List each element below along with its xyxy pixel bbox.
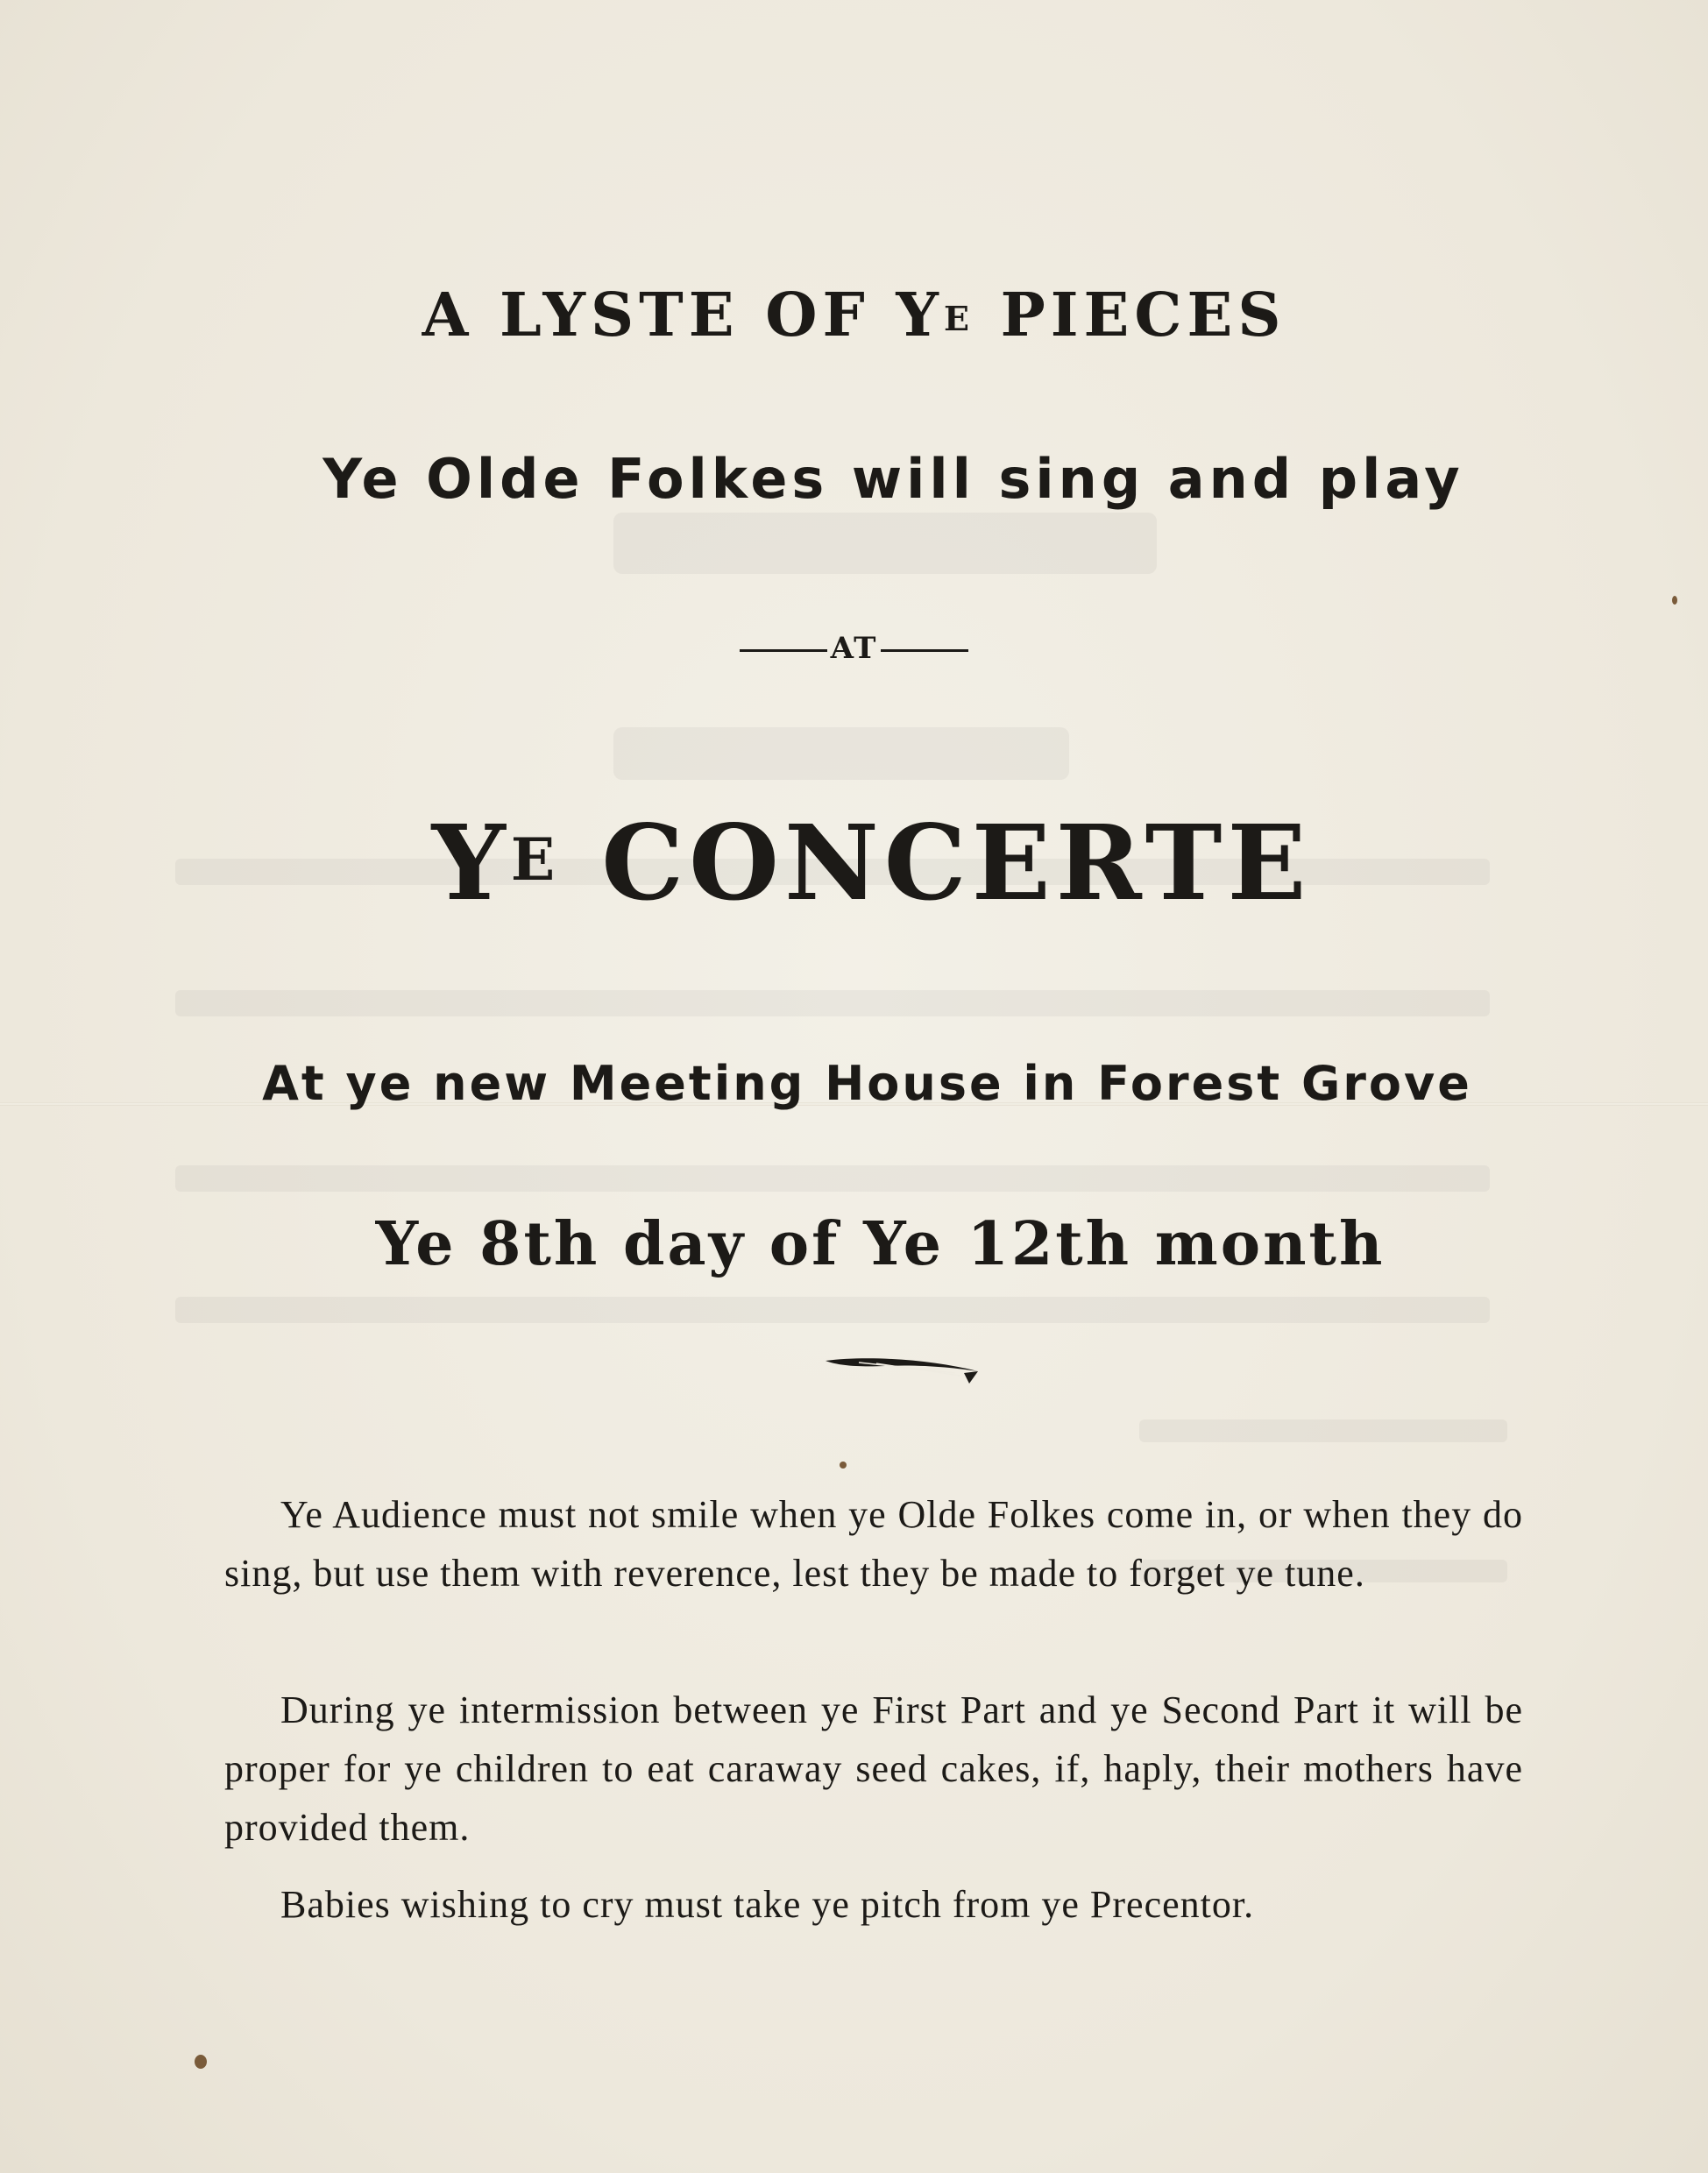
venue-line: At ye new Meeting House in Forest Grove <box>262 1056 1472 1111</box>
paper-speck <box>195 2055 207 2069</box>
title-superscript: E <box>943 299 974 338</box>
at-divider <box>0 631 1708 666</box>
paragraph-intermission: During ye intermission between ye First Part and ye Second Part it will be proper for ye children to eat caraway seed cakes, if, haply, their mothers have provided them. <box>224 1688 1523 1849</box>
concert-superscript: E <box>510 825 561 894</box>
page-title <box>0 280 1708 350</box>
at-label: AT <box>830 631 878 666</box>
paragraph-audience: Ye Audience must not smile when ye Olde Folkes come in, or when they do sing, but use them with reverence, lest they be made to forget ye tune. <box>224 1493 1523 1595</box>
subtitle: Ye Olde Folkes will sing and play <box>322 447 1464 511</box>
paper-speck <box>1672 596 1677 605</box>
date-line: Ye 8th day of Ye 12th month <box>375 1209 1386 1279</box>
right-rule <box>881 649 968 652</box>
quill-ornament-icon <box>824 1354 982 1389</box>
title-main: A LYSTE OF Y <box>422 280 944 350</box>
paragraph-babies: Babies wishing to cry must take ye pitch from ye Precentor. <box>280 1883 1255 1926</box>
title-tail: PIECES <box>974 280 1286 350</box>
concert-tail: CONCERTE <box>560 802 1312 924</box>
concert-main: Y <box>431 802 511 924</box>
concert-heading <box>0 802 1708 924</box>
left-rule <box>740 649 827 652</box>
paper-speck <box>840 1462 847 1469</box>
